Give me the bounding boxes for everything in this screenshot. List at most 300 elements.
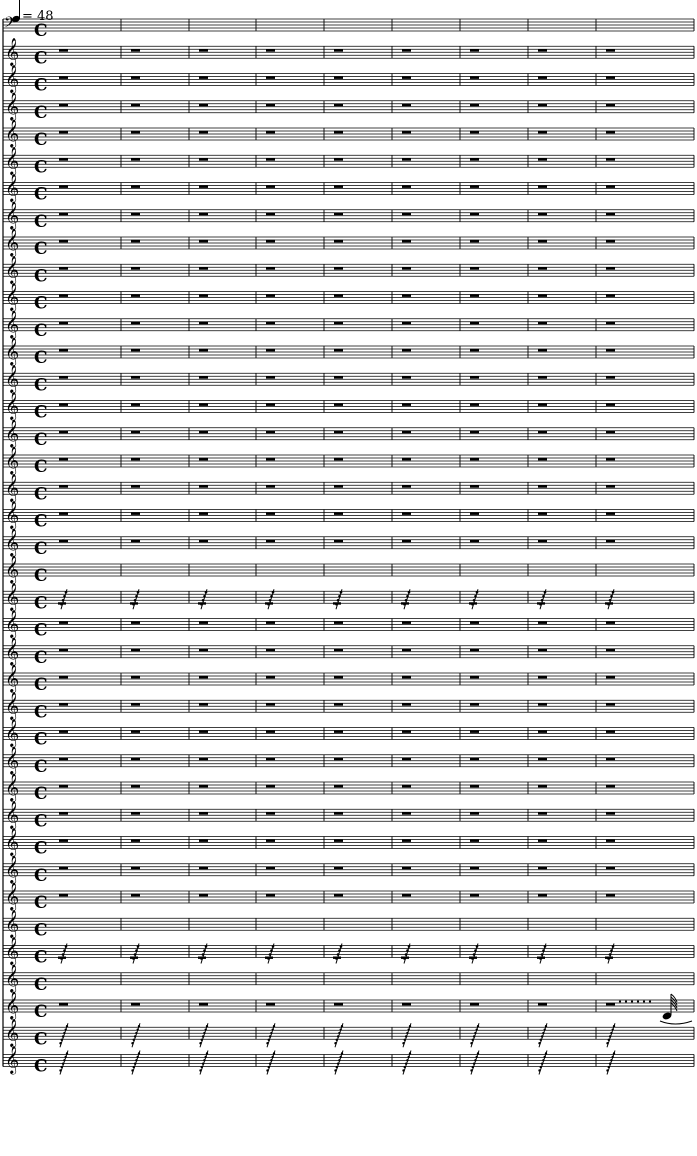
half-rest: [470, 294, 479, 297]
half-rest: [59, 376, 68, 379]
rest-flag: [199, 1069, 201, 1071]
time-signature: C: [34, 729, 48, 750]
half-rest: [59, 403, 68, 406]
treble-clef-icon: 𝄞: [5, 882, 20, 910]
half-rest: [470, 213, 479, 216]
half-rest: [59, 894, 68, 897]
rest-flag: [65, 945, 68, 948]
time-signature: C: [34, 1056, 48, 1077]
half-rest: [402, 1003, 411, 1006]
half-rest: [199, 621, 208, 624]
half-rest: [59, 758, 68, 761]
time-signature: C: [34, 102, 48, 123]
rest-flag: [476, 1056, 478, 1058]
rest-flag: [538, 1042, 540, 1044]
rest-flag: [206, 1052, 208, 1054]
half-rest: [266, 49, 275, 52]
half-rest: [334, 49, 343, 52]
half-rest: [59, 540, 68, 543]
rest-block: [605, 602, 613, 604]
rest-flag: [406, 1032, 408, 1034]
staff-4: [3, 92, 694, 123]
rest-flag: [542, 1032, 544, 1034]
half-rest: [402, 431, 411, 434]
half-rest: [402, 676, 411, 679]
half-rest: [199, 240, 208, 243]
half-rest: [131, 703, 140, 706]
rest-flag: [337, 1035, 339, 1037]
half-rest: [538, 185, 547, 188]
half-rest: [470, 730, 479, 733]
staff-22: [3, 582, 694, 613]
treble-clef-icon: 𝄞: [5, 173, 20, 202]
staff-16: [3, 419, 694, 450]
dot: [625, 1000, 627, 1002]
half-rest: [470, 458, 479, 461]
rest-flag: [203, 949, 206, 952]
rest-flag: [202, 1035, 204, 1037]
time-signature: C: [34, 566, 48, 586]
treble-clef-icon: 𝄞: [5, 200, 20, 229]
rest-flag: [336, 1066, 338, 1068]
rest-flag: [201, 1039, 203, 1041]
time-signature: C: [34, 511, 48, 532]
rest-block: [265, 957, 273, 959]
rest-flag: [63, 1059, 65, 1061]
rest-flag: [131, 1069, 133, 1071]
half-rest: [266, 730, 275, 733]
rest-flag: [340, 1028, 342, 1030]
half-rest: [199, 49, 208, 52]
rest-flag: [61, 1039, 63, 1041]
half-rest: [131, 322, 140, 325]
rest-flag: [62, 953, 65, 956]
rest-block: [469, 957, 477, 959]
treble-clef-icon: 𝄞: [5, 909, 20, 938]
half-rest: [199, 131, 208, 134]
rest-flag: [613, 1025, 615, 1027]
treble-clef-icon: 𝄞: [5, 146, 20, 175]
half-rest: [131, 676, 140, 679]
half-rest: [59, 294, 68, 297]
half-rest: [266, 185, 275, 188]
half-rest: [402, 158, 411, 161]
staff-7: [3, 174, 694, 205]
time-signature: C: [34, 239, 48, 259]
half-rest: [470, 894, 479, 897]
half-rest: [470, 431, 479, 434]
half-rest: [402, 49, 411, 52]
half-rest: [606, 158, 615, 161]
treble-clef-icon: 𝄞: [5, 555, 20, 583]
rest-flag: [62, 1063, 64, 1065]
rest-block: [469, 602, 477, 604]
rest-flag: [65, 1028, 67, 1030]
rest-flag: [138, 1052, 140, 1054]
rest-flag: [61, 1066, 63, 1068]
rest-flag: [272, 945, 275, 948]
rest-flag: [541, 953, 544, 956]
rest-flag: [269, 1035, 271, 1037]
half-rest: [334, 131, 343, 134]
rest-flag: [134, 953, 137, 956]
staff-31: [3, 828, 694, 859]
rest-flag: [405, 1063, 407, 1065]
rest-block: [130, 602, 138, 604]
half-rest: [538, 431, 547, 434]
half-rest: [59, 240, 68, 243]
rest-flag: [266, 1042, 268, 1044]
treble-clef-icon: 𝄞: [5, 691, 20, 720]
half-rest: [334, 322, 343, 325]
rest-flag: [340, 1056, 342, 1058]
rest-flag: [476, 591, 479, 594]
rest-flag: [337, 953, 340, 956]
half-rest: [402, 540, 411, 543]
half-rest: [199, 649, 208, 652]
half-rest: [470, 540, 479, 543]
rest-flag: [133, 1039, 135, 1041]
half-rest: [59, 1003, 68, 1006]
rest-flag: [334, 1042, 336, 1044]
rest-block: [333, 957, 341, 959]
half-rest: [59, 621, 68, 624]
half-rest: [199, 676, 208, 679]
half-rest: [470, 49, 479, 52]
rest-flag: [545, 1052, 547, 1054]
rest-flag: [134, 1063, 136, 1065]
half-rest: [470, 349, 479, 352]
treble-clef-icon: 𝄞: [5, 228, 20, 256]
rest-block: [198, 602, 206, 604]
half-rest: [538, 349, 547, 352]
rest-flag: [62, 1035, 64, 1037]
half-rest: [538, 730, 547, 733]
half-rest: [131, 812, 140, 815]
time-signature: C: [34, 702, 48, 723]
staff-21: [3, 555, 694, 586]
rest-flag: [338, 949, 341, 952]
rest-flag: [59, 1042, 61, 1044]
half-rest: [131, 49, 140, 52]
staff-14: [3, 364, 694, 395]
rest-flag: [609, 953, 612, 956]
rest-flag: [405, 599, 408, 602]
half-rest: [606, 431, 615, 434]
half-rest: [266, 649, 275, 652]
half-rest: [131, 213, 140, 216]
half-rest: [606, 485, 615, 488]
half-rest: [131, 376, 140, 379]
treble-clef-icon: 𝄞: [5, 773, 20, 801]
treble-clef-icon: 𝄞: [5, 991, 20, 1019]
half-rest: [131, 403, 140, 406]
half-rest: [131, 649, 140, 652]
half-rest: [470, 621, 479, 624]
half-rest: [606, 104, 615, 107]
half-rest: [131, 839, 140, 842]
rest-flag: [474, 949, 477, 952]
half-rest: [470, 785, 479, 788]
rest-flag: [134, 599, 137, 602]
half-rest: [131, 185, 140, 188]
half-rest: [59, 485, 68, 488]
half-rest: [334, 213, 343, 216]
time-signature: C: [34, 893, 48, 913]
half-rest: [131, 867, 140, 870]
half-rest: [538, 158, 547, 161]
rest-block: [333, 602, 341, 604]
rest-flag: [405, 953, 408, 956]
rest-flag: [476, 1028, 478, 1030]
time-signature: C: [34, 293, 48, 314]
treble-clef-icon: 𝄞: [5, 418, 20, 447]
half-rest: [470, 376, 479, 379]
time-signature: C: [34, 865, 48, 886]
half-rest: [538, 512, 547, 515]
staff-15: [3, 392, 694, 423]
rest-flag: [540, 1039, 542, 1041]
rest-flag: [65, 591, 68, 594]
half-rest: [266, 703, 275, 706]
half-rest: [402, 485, 411, 488]
time-signature: C: [34, 647, 48, 668]
half-rest: [199, 322, 208, 325]
half-rest: [606, 812, 615, 815]
rest-flag: [273, 1052, 275, 1054]
rest-flag: [268, 1066, 270, 1068]
half-rest: [470, 867, 479, 870]
half-rest: [199, 839, 208, 842]
half-rest: [199, 185, 208, 188]
rest-flag: [408, 1056, 410, 1058]
half-rest: [470, 485, 479, 488]
half-rest: [266, 894, 275, 897]
treble-clef-icon: 𝄞: [5, 800, 20, 829]
rest-flag: [202, 599, 205, 602]
staff-19: [3, 501, 694, 532]
half-rest: [59, 158, 68, 161]
half-rest: [131, 458, 140, 461]
rest-flag: [272, 591, 275, 594]
rest-flag: [541, 599, 544, 602]
rest-flag: [409, 1025, 411, 1027]
rest-flag: [205, 1028, 207, 1030]
rest-flag: [272, 1028, 274, 1030]
half-rest: [334, 649, 343, 652]
half-rest: [606, 785, 615, 788]
rest-flag: [199, 1042, 201, 1044]
treble-clef-icon: 𝄞: [5, 364, 20, 393]
rest-flag: [336, 1039, 338, 1041]
rest-flag: [477, 1052, 479, 1054]
half-rest: [266, 76, 275, 79]
staff-12: [3, 310, 694, 341]
staff-23: [3, 610, 694, 641]
time-signature: C: [34, 157, 48, 178]
half-rest: [606, 540, 615, 543]
rest-flag: [545, 1025, 547, 1027]
half-rest: [334, 403, 343, 406]
rest-flag: [273, 1025, 275, 1027]
half-rest: [59, 512, 68, 515]
half-rest: [266, 240, 275, 243]
rest-flag: [66, 1052, 68, 1054]
half-rest: [266, 621, 275, 624]
bass-clef-icon: 𝄢: [4, 14, 16, 35]
half-rest: [131, 1003, 140, 1006]
half-rest: [470, 131, 479, 134]
half-rest: [402, 867, 411, 870]
half-rest: [59, 431, 68, 434]
time-signature: C: [34, 402, 48, 423]
half-rest: [606, 131, 615, 134]
staff-30: [3, 800, 694, 831]
half-rest: [606, 294, 615, 297]
time-signature: C: [34, 320, 48, 341]
half-rest: [334, 294, 343, 297]
rest-block: [58, 602, 66, 604]
half-rest: [402, 104, 411, 107]
rest-flag: [135, 1032, 137, 1034]
half-rest: [131, 512, 140, 515]
rest-flag: [470, 1042, 472, 1044]
dot: [619, 1000, 621, 1002]
rest-flag: [404, 1066, 406, 1068]
half-rest: [538, 131, 547, 134]
rest-block: [401, 957, 409, 959]
staff-18: [3, 473, 694, 504]
rest-block: [605, 957, 613, 959]
half-rest: [606, 730, 615, 733]
half-rest: [59, 867, 68, 870]
half-rest: [266, 785, 275, 788]
half-rest: [334, 758, 343, 761]
time-signature: C: [34, 675, 48, 695]
half-rest: [266, 213, 275, 216]
rest-flag: [337, 599, 340, 602]
rest-flag: [610, 595, 613, 598]
treble-clef-icon: 𝄞: [5, 827, 20, 856]
half-rest: [470, 158, 479, 161]
half-rest: [266, 512, 275, 515]
half-rest: [59, 213, 68, 216]
half-rest: [538, 785, 547, 788]
half-rest: [334, 1003, 343, 1006]
half-rest: [402, 621, 411, 624]
half-rest: [334, 730, 343, 733]
rest-flag: [473, 953, 476, 956]
rest-flag: [135, 949, 138, 952]
rest-flag: [470, 1069, 472, 1071]
half-rest: [199, 703, 208, 706]
half-rest: [266, 131, 275, 134]
half-rest: [538, 540, 547, 543]
half-rest: [334, 621, 343, 624]
treble-clef-icon: 𝄞: [5, 636, 20, 665]
half-rest: [59, 458, 68, 461]
half-rest: [606, 49, 615, 52]
staff-13: [3, 337, 694, 368]
rest-flag: [269, 1063, 271, 1065]
staff-8: [3, 201, 694, 232]
half-rest: [59, 131, 68, 134]
half-rest: [606, 376, 615, 379]
treble-clef-icon: 𝄞: [5, 255, 20, 284]
dot: [649, 1000, 651, 1002]
half-rest: [266, 158, 275, 161]
time-signature: C: [34, 130, 48, 150]
half-rest: [402, 512, 411, 515]
half-rest: [59, 676, 68, 679]
half-rest: [199, 158, 208, 161]
half-rest: [266, 1003, 275, 1006]
half-rest: [334, 894, 343, 897]
time-signature: C: [34, 75, 48, 96]
time-signature: C: [34, 211, 48, 232]
half-rest: [606, 703, 615, 706]
half-rest: [266, 349, 275, 352]
half-rest: [538, 104, 547, 107]
half-rest: [59, 76, 68, 79]
half-rest: [606, 676, 615, 679]
rest-flag: [544, 1056, 546, 1058]
half-rest: [131, 131, 140, 134]
time-signature: C: [34, 593, 48, 614]
half-rest: [470, 812, 479, 815]
half-rest: [131, 540, 140, 543]
staff-17: [3, 446, 694, 477]
rest-flag: [266, 1069, 268, 1071]
half-rest: [538, 376, 547, 379]
half-rest: [334, 431, 343, 434]
rest-flag: [474, 1059, 476, 1061]
half-rest: [538, 458, 547, 461]
half-rest: [334, 839, 343, 842]
half-rest: [334, 158, 343, 161]
half-rest: [606, 403, 615, 406]
half-rest: [606, 867, 615, 870]
half-rest: [266, 294, 275, 297]
half-rest: [538, 621, 547, 624]
staff-34: [3, 909, 694, 940]
rest-flag: [137, 945, 140, 948]
time-signature: C: [34, 756, 48, 777]
rest-block: [130, 957, 138, 959]
rest-flag: [473, 1035, 475, 1037]
half-rest: [334, 676, 343, 679]
rest-flag: [402, 1042, 404, 1044]
half-rest: [538, 267, 547, 270]
half-rest: [538, 894, 547, 897]
half-rest: [470, 839, 479, 842]
time-signature: C: [34, 784, 48, 804]
rest-flag: [473, 599, 476, 602]
rest-flag: [63, 1032, 65, 1034]
treble-clef-icon: 𝄞: [5, 282, 20, 311]
half-rest: [538, 485, 547, 488]
rest-flag: [606, 1042, 608, 1044]
half-rest: [402, 839, 411, 842]
half-rest: [538, 322, 547, 325]
rest-flag: [202, 953, 205, 956]
half-rest: [538, 839, 547, 842]
half-rest: [470, 76, 479, 79]
half-rest: [402, 785, 411, 788]
treble-clef-icon: 𝄞: [5, 500, 20, 529]
staff-10: [3, 255, 694, 286]
treble-clef-icon: 𝄞: [5, 446, 20, 474]
